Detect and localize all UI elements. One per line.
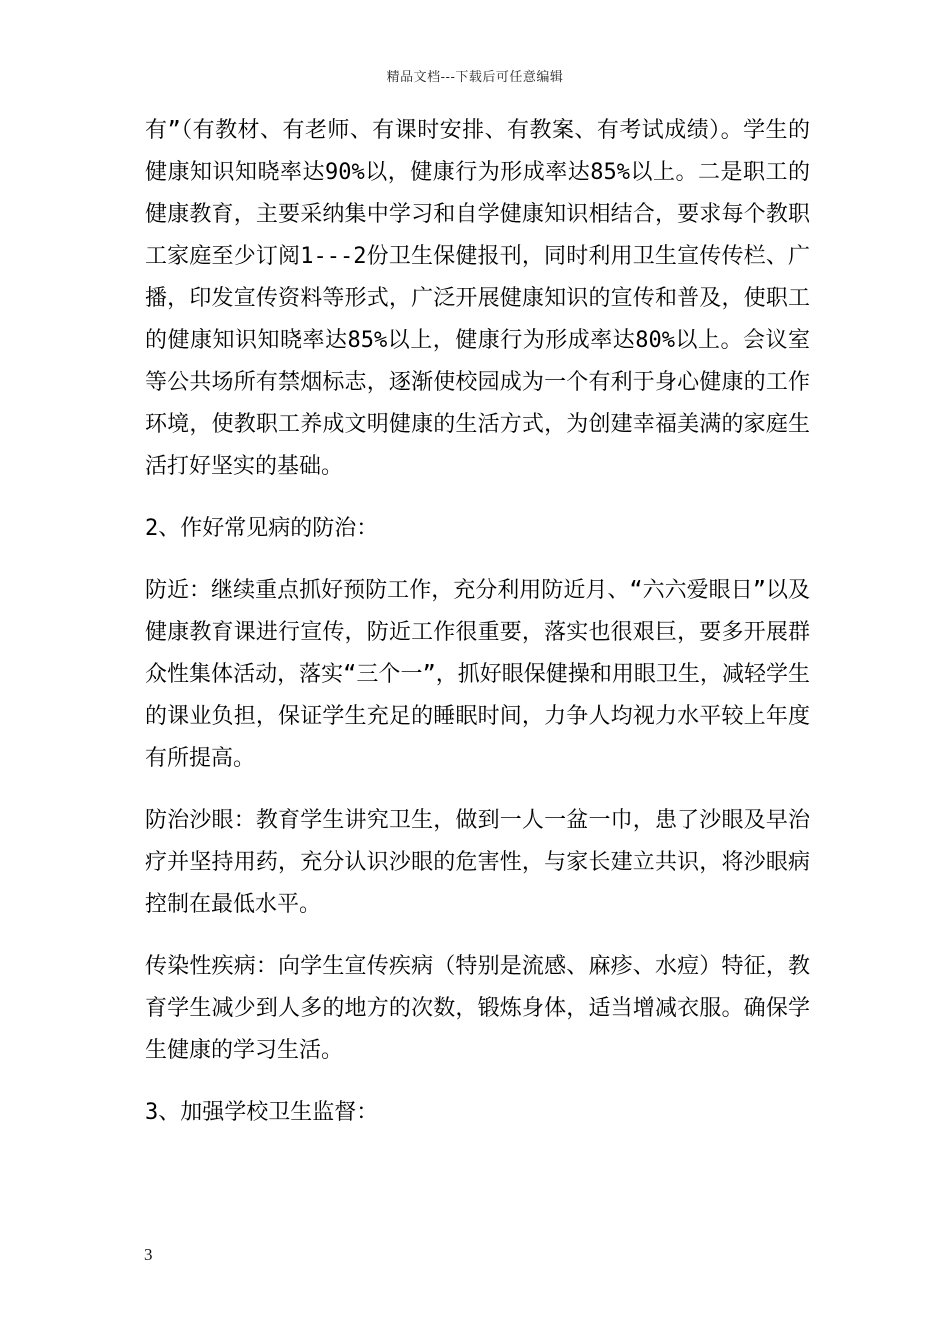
body-text — [145, 110, 810, 1154]
section-heading-disease-prevention: 2、作好常见病的防治： — [145, 516, 379, 541]
page-header: 精品文档---下载后可任意编辑 — [386, 70, 564, 85]
paragraph-health-education: 有”（有教材、有老师、有课时安排、有教案、有考试成绩）。学生的健康知识知晓率达90%以，健康行为形成率达85%以上。二是职工的健康教育，主要采纳集中学习和自学健康知识相结合，要求每个教职工家庭至少订阅1---2份卫生保健报刊，同时利用卫生宣传传栏、广播，印发宣传资料等形式，广泛开展健康知识的宣传和普及，使职工的健康知识知晓率达85%以上，健康行为形成率达80%以上。会议室等公共场所有禁烟标志，逐渐使校园成为一个有利于身心健康的工作环境，使教职工养成文明健康的生活方式，为创建幸福美满的家庭生活打好坚实的基础。 — [145, 118, 810, 479]
section-heading-hygiene-supervision: 3、加强学校卫生监督： — [145, 1100, 379, 1125]
paragraph-myopia-prevention: 防近：继续重点抓好预防工作，充分利用防近月、“六六爱眼日”以及健康教育课进行宣传，防近工作很重要，落实也很艰巨，要多开展群众性集体活动，落实“三个一”，抓好眼保健操和用眼卫生，减轻学生的课业负担，保证学生充足的睡眠时间，力争人均视力水平较上年度有所提高。 — [145, 578, 810, 771]
page-number: 3 — [144, 1245, 153, 1264]
paragraph-trachoma-prevention: 防治沙眼：教育学生讲究卫生，做到一人一盆一巾，患了沙眼及早治疗并坚持用药，充分认识沙眼的危害性，与家长建立共识，将沙眼病控制在最低水平。 — [145, 808, 810, 917]
paragraph-infectious-disease: 传染性疾病：向学生宣传疾病（特别是流感、麻疹、水痘）特征，教育学生减少到人多的地方的次数，锻炼身体，适当增减衣服。确保学生健康的学习生活。 — [145, 954, 810, 1063]
